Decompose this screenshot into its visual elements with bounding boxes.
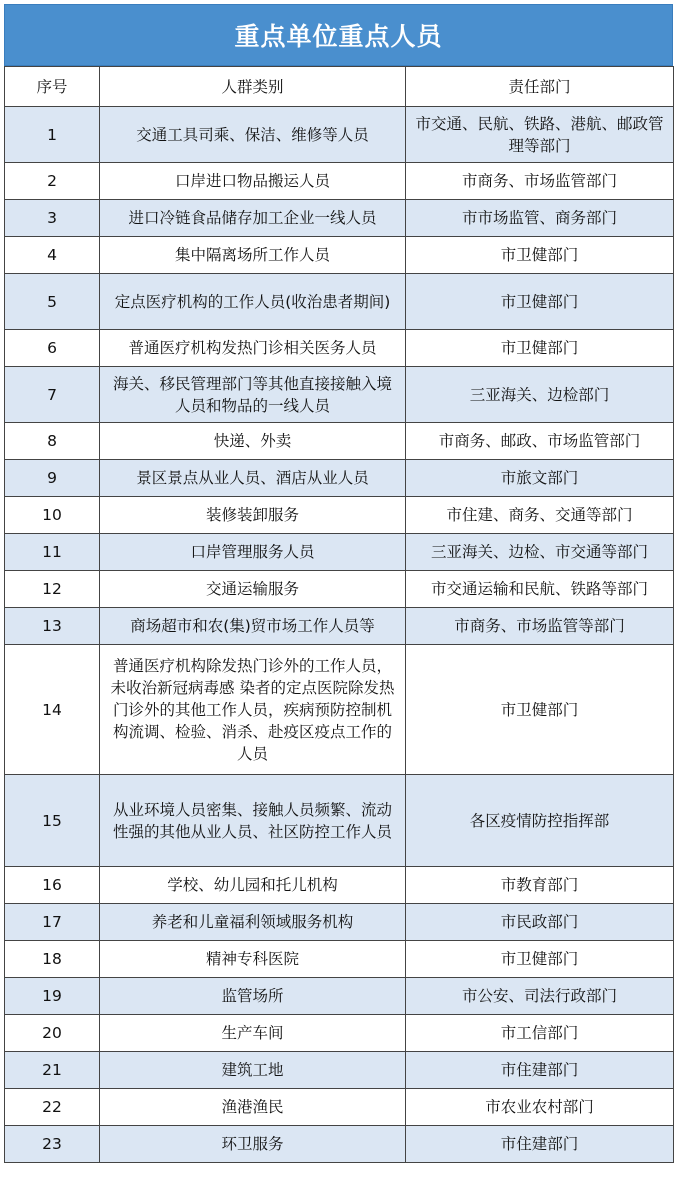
cell-category: 装修装卸服务 <box>100 497 406 534</box>
table-row <box>5 534 674 571</box>
cell-no: 8 <box>5 423 100 460</box>
cell-category: 生产车间 <box>100 1015 406 1052</box>
cell-dept: 各区疫情防控指挥部 <box>406 775 674 867</box>
cell-dept: 三亚海关、边检部门 <box>406 367 674 423</box>
cell-no: 22 <box>5 1089 100 1126</box>
cell-no: 20 <box>5 1015 100 1052</box>
cell-no: 16 <box>5 867 100 904</box>
cell-dept: 市卫健部门 <box>406 645 674 775</box>
cell-dept: 市卫健部门 <box>406 274 674 330</box>
cell-dept: 市教育部门 <box>406 867 674 904</box>
key-personnel-table <box>4 66 674 1163</box>
cell-dept: 市农业农村部门 <box>406 1089 674 1126</box>
table-row <box>5 107 674 163</box>
cell-category: 从业环境人员密集、接触人员频繁、流动性强的其他从业人员、社区防控工作人员 <box>100 775 406 867</box>
table-row <box>5 237 674 274</box>
cell-category: 养老和儿童福利领域服务机构 <box>100 904 406 941</box>
cell-no: 21 <box>5 1052 100 1089</box>
cell-no: 9 <box>5 460 100 497</box>
table-row <box>5 608 674 645</box>
cell-category: 海关、移民管理部门等其他直接接触入境人员和物品的一线人员 <box>100 367 406 423</box>
cell-category: 交通运输服务 <box>100 571 406 608</box>
cell-category: 口岸进口物品搬运人员 <box>100 163 406 200</box>
cell-category: 精神专科医院 <box>100 941 406 978</box>
cell-category: 景区景点从业人员、酒店从业人员 <box>100 460 406 497</box>
cell-no: 1 <box>5 107 100 163</box>
cell-no: 19 <box>5 978 100 1015</box>
table-row <box>5 867 674 904</box>
table-container <box>4 4 673 1163</box>
table-row <box>5 200 674 237</box>
cell-dept: 市商务、邮政、市场监管部门 <box>406 423 674 460</box>
cell-no: 3 <box>5 200 100 237</box>
cell-no: 2 <box>5 163 100 200</box>
cell-no: 23 <box>5 1126 100 1163</box>
table-row <box>5 367 674 423</box>
cell-category: 普通医疗机构发热门诊相关医务人员 <box>100 330 406 367</box>
cell-dept: 市交通运输和民航、铁路等部门 <box>406 571 674 608</box>
cell-no: 12 <box>5 571 100 608</box>
cell-no: 18 <box>5 941 100 978</box>
cell-no: 14 <box>5 645 100 775</box>
cell-dept: 市住建、商务、交通等部门 <box>406 497 674 534</box>
cell-dept: 市卫健部门 <box>406 237 674 274</box>
cell-category: 学校、幼儿园和托儿机构 <box>100 867 406 904</box>
table-row <box>5 497 674 534</box>
table-row <box>5 645 674 775</box>
cell-dept: 市商务、市场监管部门 <box>406 163 674 200</box>
cell-dept: 市旅文部门 <box>406 460 674 497</box>
table-row <box>5 274 674 330</box>
cell-category: 监管场所 <box>100 978 406 1015</box>
cell-dept: 市卫健部门 <box>406 941 674 978</box>
table-row <box>5 163 674 200</box>
cell-category: 建筑工地 <box>100 1052 406 1089</box>
cell-category: 进口冷链食品储存加工企业一线人员 <box>100 200 406 237</box>
cell-no: 4 <box>5 237 100 274</box>
cell-category: 商场超市和农(集)贸市场工作人员等 <box>100 608 406 645</box>
cell-dept: 市工信部门 <box>406 1015 674 1052</box>
cell-category: 普通医疗机构除发热门诊外的工作人员，未收治新冠病毒感 染者的定点医院除发热门诊外的其他工作人员，疾病预防控制机构流调、检验、消杀、赴疫区疫点工作的人员 <box>100 645 406 775</box>
cell-dept: 市卫健部门 <box>406 330 674 367</box>
cell-category: 集中隔离场所工作人员 <box>100 237 406 274</box>
cell-dept: 市民政部门 <box>406 904 674 941</box>
table-row <box>5 904 674 941</box>
table-title: 重点单位重点人员 <box>4 4 673 66</box>
cell-dept: 市交通、民航、铁路、港航、邮政管理等部门 <box>406 107 674 163</box>
header-no: 序号 <box>5 67 100 107</box>
table-row <box>5 978 674 1015</box>
cell-no: 10 <box>5 497 100 534</box>
table-row <box>5 330 674 367</box>
header-row <box>5 67 674 107</box>
cell-no: 13 <box>5 608 100 645</box>
cell-no: 6 <box>5 330 100 367</box>
table-row <box>5 423 674 460</box>
cell-dept: 市住建部门 <box>406 1126 674 1163</box>
cell-category: 口岸管理服务人员 <box>100 534 406 571</box>
cell-category: 环卫服务 <box>100 1126 406 1163</box>
cell-dept: 三亚海关、边检、市交通等部门 <box>406 534 674 571</box>
table-row <box>5 460 674 497</box>
cell-no: 5 <box>5 274 100 330</box>
table-body <box>5 107 674 1163</box>
table-row <box>5 1089 674 1126</box>
cell-no: 11 <box>5 534 100 571</box>
cell-category: 快递、外卖 <box>100 423 406 460</box>
cell-dept: 市住建部门 <box>406 1052 674 1089</box>
cell-dept: 市公安、司法行政部门 <box>406 978 674 1015</box>
table-row <box>5 571 674 608</box>
table-row <box>5 775 674 867</box>
table-row <box>5 1052 674 1089</box>
cell-category: 定点医疗机构的工作人员(收治患者期间) <box>100 274 406 330</box>
cell-category: 渔港渔民 <box>100 1089 406 1126</box>
cell-no: 7 <box>5 367 100 423</box>
header-category: 人群类别 <box>100 67 406 107</box>
cell-no: 17 <box>5 904 100 941</box>
header-dept: 责任部门 <box>406 67 674 107</box>
table-row <box>5 941 674 978</box>
cell-dept: 市商务、市场监管等部门 <box>406 608 674 645</box>
cell-category: 交通工具司乘、保洁、维修等人员 <box>100 107 406 163</box>
table-row <box>5 1015 674 1052</box>
cell-dept: 市市场监管、商务部门 <box>406 200 674 237</box>
table-row <box>5 1126 674 1163</box>
cell-no: 15 <box>5 775 100 867</box>
